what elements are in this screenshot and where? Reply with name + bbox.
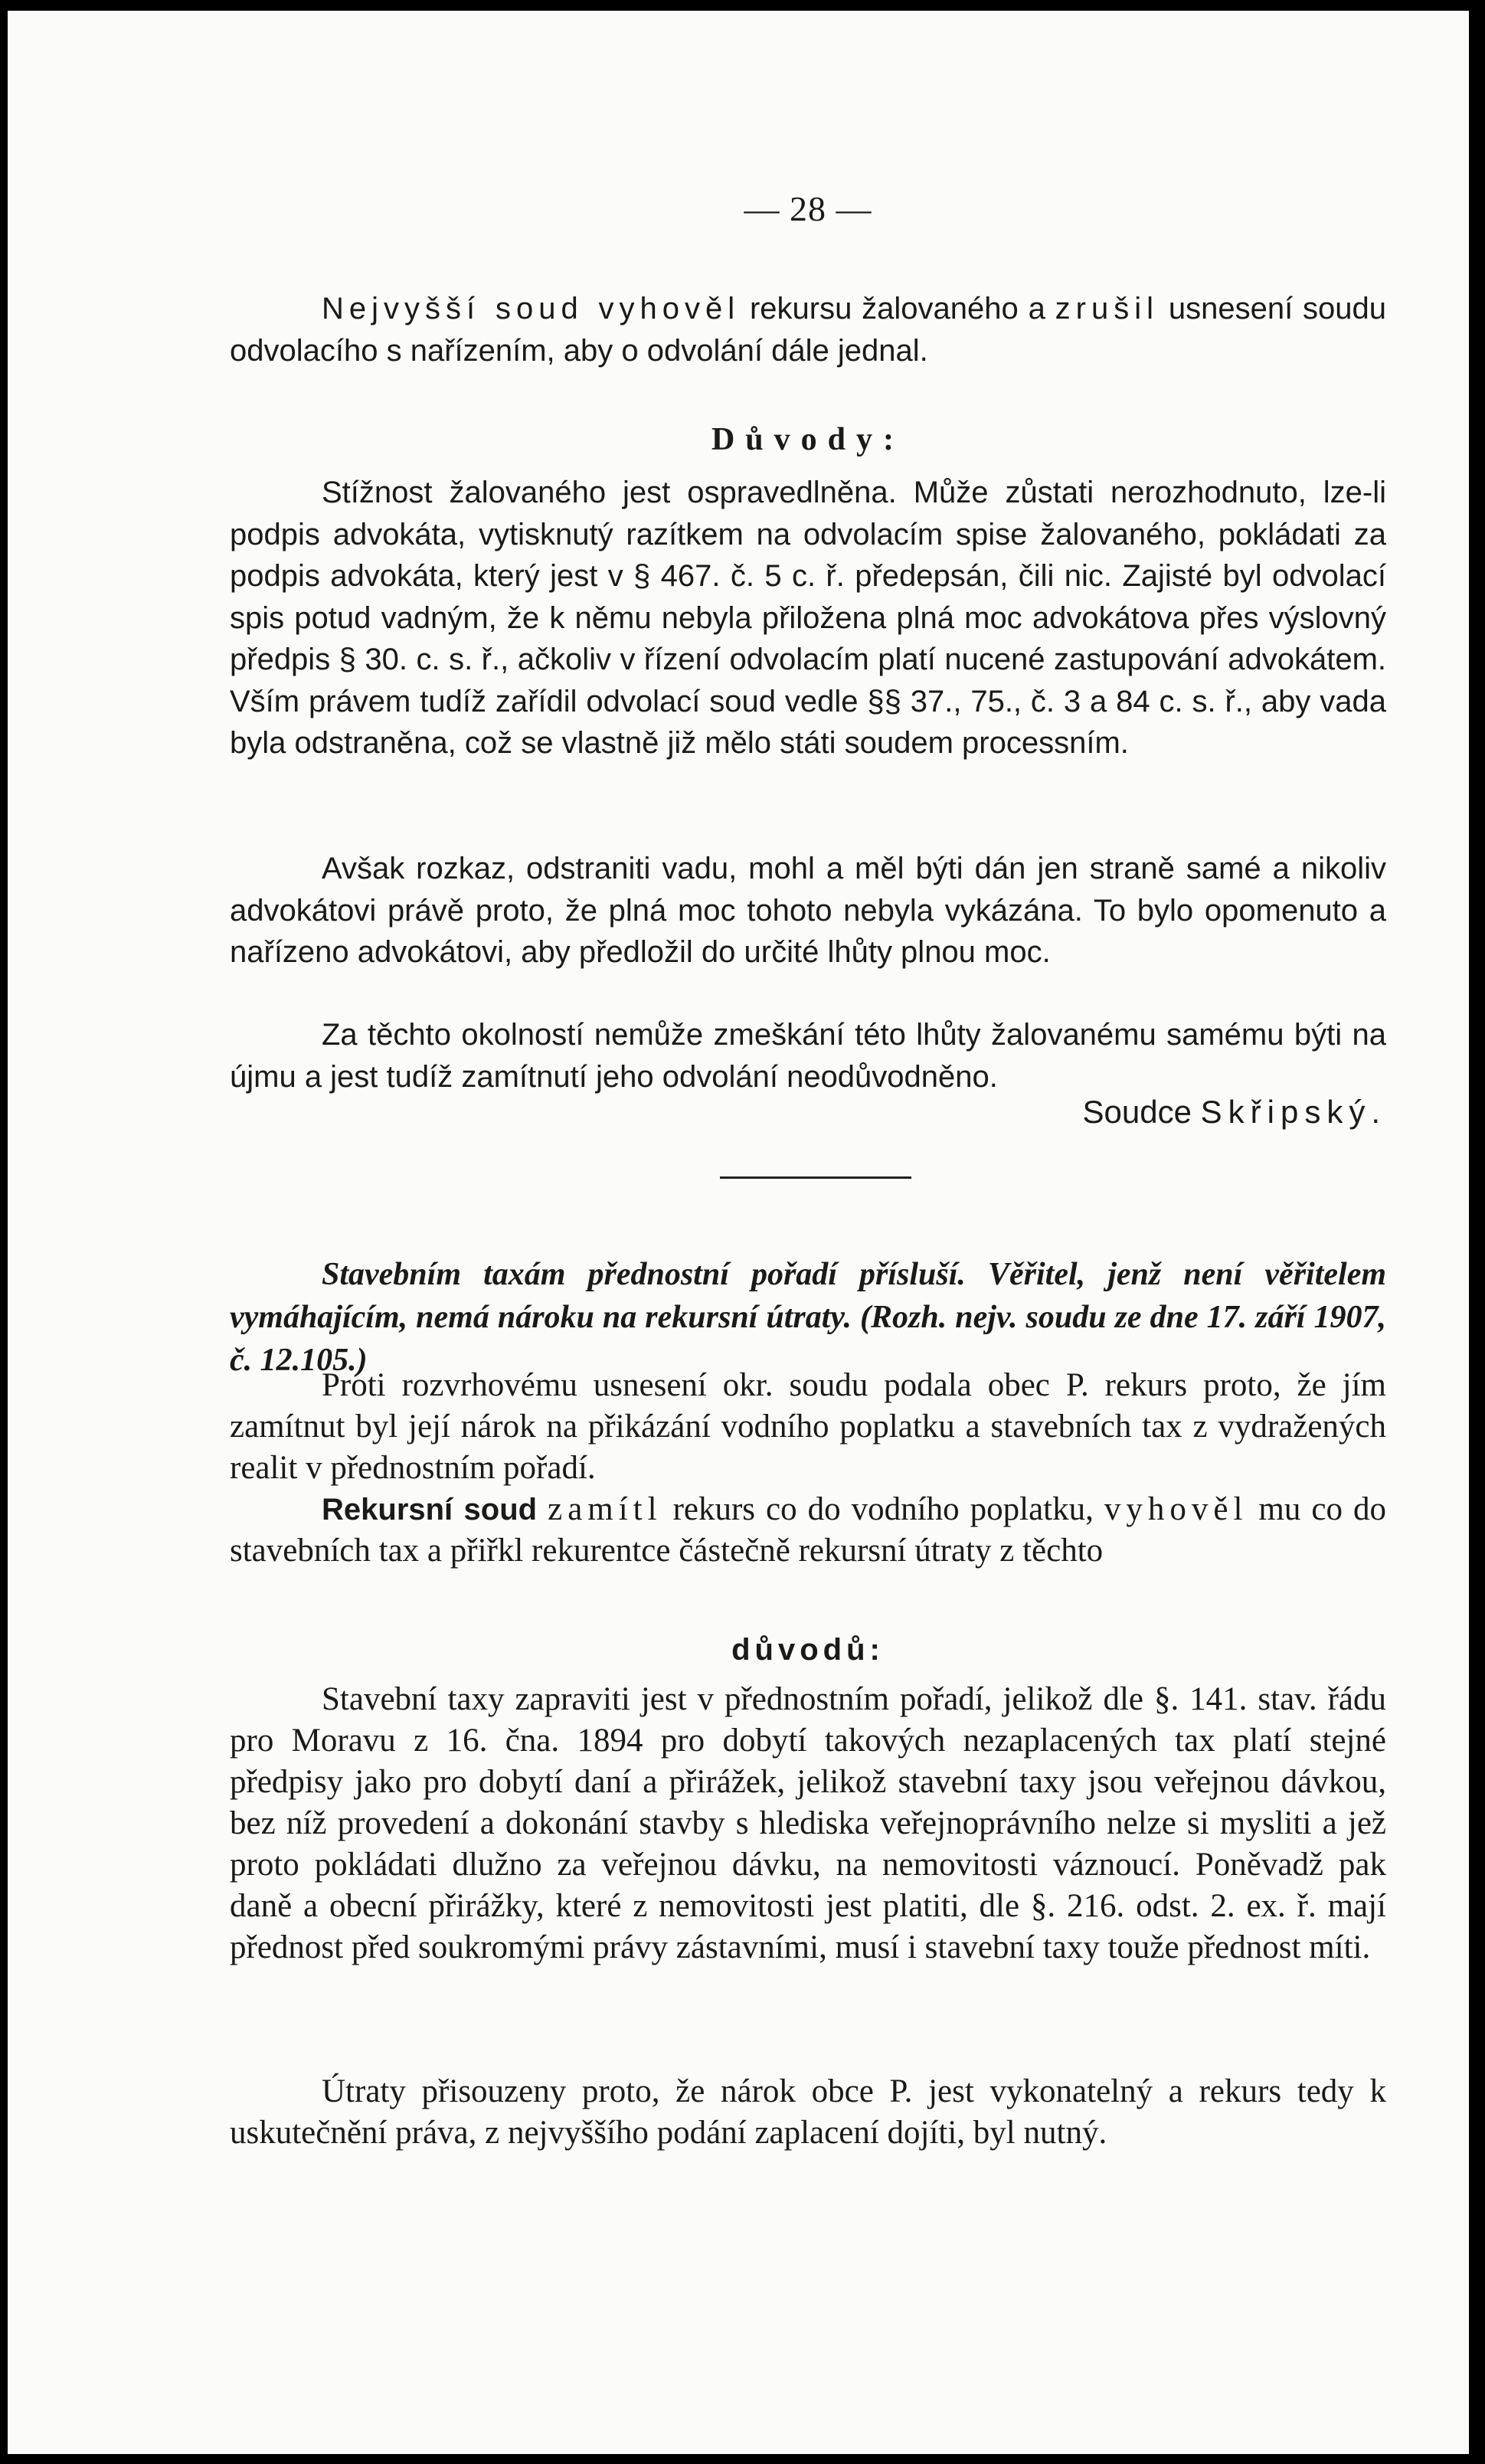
page-number: — 28 —	[744, 189, 872, 228]
reasons-paragraph-3: Za těchto okolností nemůže zmeškání této lhůty žalovanému samému býti na újmu a jest tudíž zamítnutí jeho odvolání neodůvodněno.	[230, 1018, 1386, 1094]
heading-reasons: Důvody:	[711, 422, 905, 457]
decision-word: zrušil	[1055, 292, 1160, 326]
intro-paragraph	[230, 288, 1386, 371]
judge-name: Skřipský.	[1200, 1094, 1386, 1130]
reasons2-paragraph-2: Útraty přisouzeny proto, že nárok obce P. jest vykonatelný a rekurs tedy k uskutečnění práva, z nejvyššího podání zaplacení dojíti, byl nutný.	[230, 2073, 1386, 2151]
decision-word-3: vyhověl	[1104, 1491, 1248, 1527]
appellate-court: Rekursní soud	[322, 1493, 538, 1527]
reasons-paragraph-1: Stížnost žalovaného jest ospravedlněna. Může zůstati nerozhodnuto, lze-li podpis advokáta, vytisknutý razítkem na odvolacím spise žalovaného, pokládati za podpis advokáta, který jest v § 467. č. 5 c. ř. předepsán, čili nic. Zajisté byl odvolací spis potud vadným, že k němu nebyla přiložena plná moc advokátova přes výslovný předpis § 30. c. s. ř., ačkoliv v řízení odvolacím platí nucené zastupování advokátem. Vším právem tudíž zařídil odvolací soud vedle §§ 37., 75., č. 3 a 84 c. s. ř., aby vada byla odstraněna, což se vlastně již mělo státi soudem processním.	[230, 476, 1386, 760]
section-divider	[720, 1176, 911, 1179]
headnote: Stavebním taxám přednostní pořadí přísluší. Věřitel, jenž není věřitelem vymáhajícím, nemá nároku na rekursní útraty. (Rozh. nejv. soudu ze dne 17. září 1907, č. 12.105.)	[230, 1257, 1386, 1378]
signature-label: Soudce	[1082, 1094, 1192, 1130]
intro-text-1: rekursu žalovaného a	[740, 292, 1055, 326]
reasons2-paragraph-1: Stavební taxy zapraviti jest v přednostním pořadí, jelikož dle §. 141. stav. řádu pro Moravu z 16. čna. 1894 pro dobytí takových nezaplacených tax platí stejné předpisy jako pro dobytí daní a přirážek, jelikož stavební taxy jsou veřejnou dávkou, bez níž provedení a dokonání stavby s hlediska veřejnoprávního nelze si mysliti a jež proto pokládati dlužno za veřejnou dávku, na nemovitosti váznoucí. Poněvadž pak daně a obecní přirážky, které z nemovitosti jest platiti, dle §. 216. odst. 2. ex. ř. mají přednost před soukromými právy zástavními, musí i stavební taxy touže přednost míti.	[230, 1681, 1386, 1965]
reasons-paragraph-2: Avšak rozkaz, odstraniti vadu, mohl a měl býti dán jen straně samé a nikoliv advokátovi právě proto, že plná moc tohoto nebyla vykázána. To bylo opomenuto a nařízeno advokátovi, aby předložil do určité lhůty plnou moc.	[230, 852, 1386, 969]
case-paragraph-2	[230, 1489, 1386, 1572]
case-text-1: rekurs co do vodního poplatku,	[662, 1491, 1104, 1527]
judge-signature	[1083, 1094, 1386, 1131]
case-text-2: mu co do stavebních tax a přiřkl rekurentce částečně rekursní útraty z těchto	[230, 1491, 1386, 1569]
case-paragraph-1: Proti rozvrhovému usnesení okr. soudu podala obec P. rekurs proto, že jím zamítnut byl její nárok na přikázání vodního poplatku a stavebních tax z vydražených realit v přednostním pořadí.	[230, 1367, 1386, 1486]
court-name: Nejvyšší soud vyhověl	[322, 292, 741, 326]
heading-reasons-2: důvodů:	[731, 1633, 885, 1667]
document-page	[8, 11, 1469, 2454]
decision-word-2: zamítl	[548, 1491, 662, 1527]
intro-text-2: usnesení soudu odvolacího s nařízením, aby o odvolání dále jednal.	[230, 292, 1386, 368]
